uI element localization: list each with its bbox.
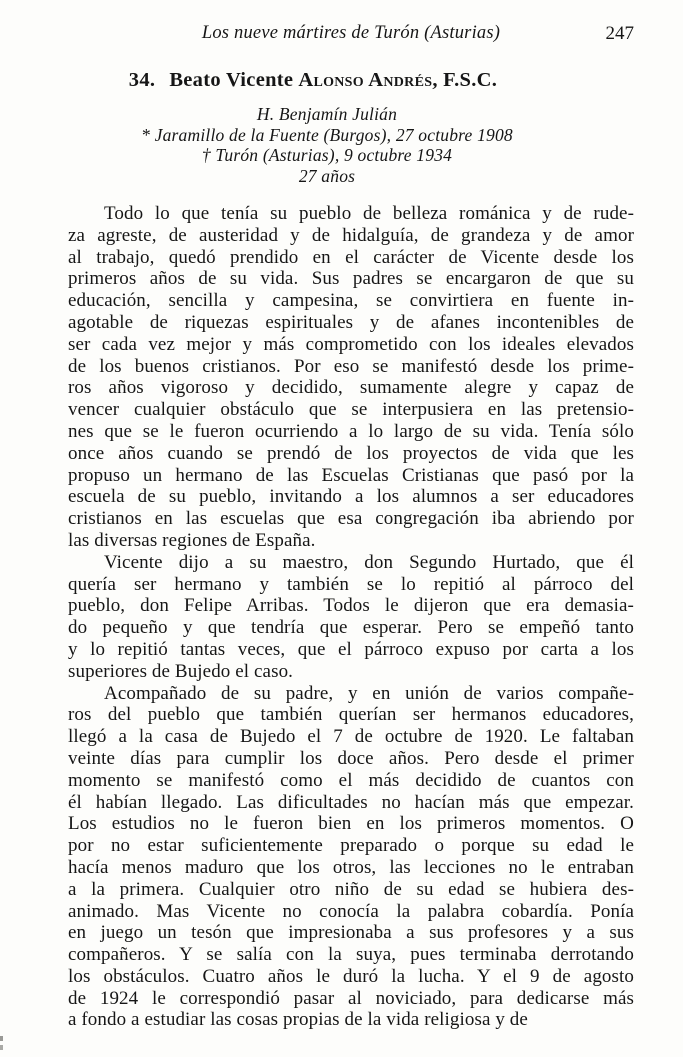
paragraph: [68, 552, 634, 683]
text-line: a la primera. Cualquier otro niño de su edad se hubiera des-: [68, 878, 634, 900]
beatus-surname-smallcaps: Alonso Andrés: [298, 69, 433, 91]
vitals-block: [44, 104, 610, 186]
running-header: Los nueve mártires de Turón (Asturias): [201, 23, 501, 43]
chapter-title: [30, 69, 596, 92]
text-line: quería ser hermano y también se lo repitió al párroco del: [68, 573, 634, 595]
text-line: ros del pueblo que también querían ser hermanos educadores,: [68, 704, 634, 726]
vitals-birth: * Jaramillo de la Fuente (Burgos), 27 octubre 1908: [141, 124, 513, 145]
text-line: ser cada vez mejor y más comprometido con los ideales elevados: [68, 333, 634, 355]
text-line: al trabajo, quedó prendido en el carácter de Vicente desde los: [68, 246, 634, 268]
paragraph: [68, 683, 634, 1032]
text-line: once años cuando se prendó de los proyectos de vida que les: [68, 442, 634, 464]
paragraph: [68, 203, 634, 552]
text-line: vencer cualquier obstáculo que se interpusiera en las pretensio-: [68, 399, 634, 421]
text-line: de los buenos cristianos. Por eso se manifestó desde los prime-: [68, 355, 634, 377]
page-number: 247: [605, 23, 634, 44]
vitals-religious-name: H. Benjamín Julián: [256, 104, 398, 124]
scan-artifact: [0, 1036, 3, 1041]
text-line: momento se manifestó como el más decidido de cuantos con: [68, 769, 634, 791]
text-block: [68, 0, 634, 1031]
text-line: él habían llegado. Las dificultades no hacían más que empezar.: [68, 791, 634, 813]
text-line: Todo lo que tenía su pueblo de belleza románica y de rude-: [104, 203, 634, 224]
text-line: los obstáculos. Cuatro años le duró la lucha. Y el 9 de agosto: [68, 965, 634, 987]
text-line: veinte días para cumplir los doce años. Pero desde el primer: [68, 747, 634, 769]
text-line: nes que se le fueron ocurriendo a lo largo de su vida. Tenía sólo: [68, 420, 634, 442]
text-line: llegó a la casa de Bujedo el 7 de octubre de 1920. Le faltaban: [68, 726, 634, 748]
vitals-age: 27 años: [298, 165, 356, 186]
beatus-name-prefix: Beato Vicente: [169, 69, 294, 91]
text-line: escuela de su pueblo, invitando a los alumnos a ser educadores: [68, 486, 634, 508]
text-line: propuso un hermano de las Escuelas Cristianas que pasó por la: [68, 464, 634, 486]
vitals-death: † Turón (Asturias), 9 octubre 1934: [201, 145, 453, 165]
text-line: pueblo, don Felipe Arribas. Todos le dijeron que era demasia-: [68, 595, 634, 617]
chapter-number: 34.: [128, 69, 156, 91]
text-line: en juego un tesón que impresionaba a sus profesores y a sus: [68, 922, 634, 944]
text-line: hacía menos maduro que los otros, las lecciones no le entraban: [68, 856, 634, 878]
text-line: de 1924 le correspondió pasar al noviciado, para dedicarse más: [68, 987, 634, 1009]
text-line: a fondo a estudiar las cosas propias de la vida religiosa y de: [68, 1009, 528, 1031]
text-line: educación, sencilla y campesina, se convirtiera en fuente in-: [68, 290, 634, 312]
text-line: Vicente dijo a su maestro, don Segundo Hurtado, que él: [104, 551, 634, 573]
text-line: por no estar suficientemente preparado o porque su edad le: [68, 835, 634, 857]
text-line: superiores de Bujedo el caso.: [68, 660, 294, 682]
text-line: ros años vigoroso y decidido, sumamente alegre y capaz de: [68, 377, 634, 399]
body-text: [68, 203, 634, 1031]
text-line: animado. Mas Vicente no conocía la palabra cobardía. Ponía: [68, 900, 634, 922]
text-line: y lo repitió tantas veces, que el párroco expuso por carta a los: [68, 638, 634, 660]
text-line: agotable de riquezas espirituales y de afanes incontenibles de: [68, 311, 634, 333]
beatus-name-suffix: , F.S.C.: [432, 69, 498, 91]
text-line: za agreste, de austeridad y de hidalguía, de grandeza y de amor: [68, 224, 634, 246]
text-line: do pequeño y que tendría que esperar. Pero se empeñó tanto: [68, 617, 634, 639]
text-line: Acompañado de su padre, y en unión de varios compañe-: [104, 682, 634, 704]
text-line: Los estudios no le fueron bien en los primeros momentos. O: [68, 813, 634, 835]
text-line: compañeros. Y se salía con la suya, pues terminaba derrotando: [68, 944, 634, 966]
text-line: las diversas regiones de España.: [68, 529, 316, 551]
text-line: cristianos en las escuelas que esa congregación iba abriendo por: [68, 508, 634, 530]
running-header-row: [68, 23, 634, 47]
text-line: primeros años de su vida. Sus padres se encargaron de que su: [68, 268, 634, 290]
